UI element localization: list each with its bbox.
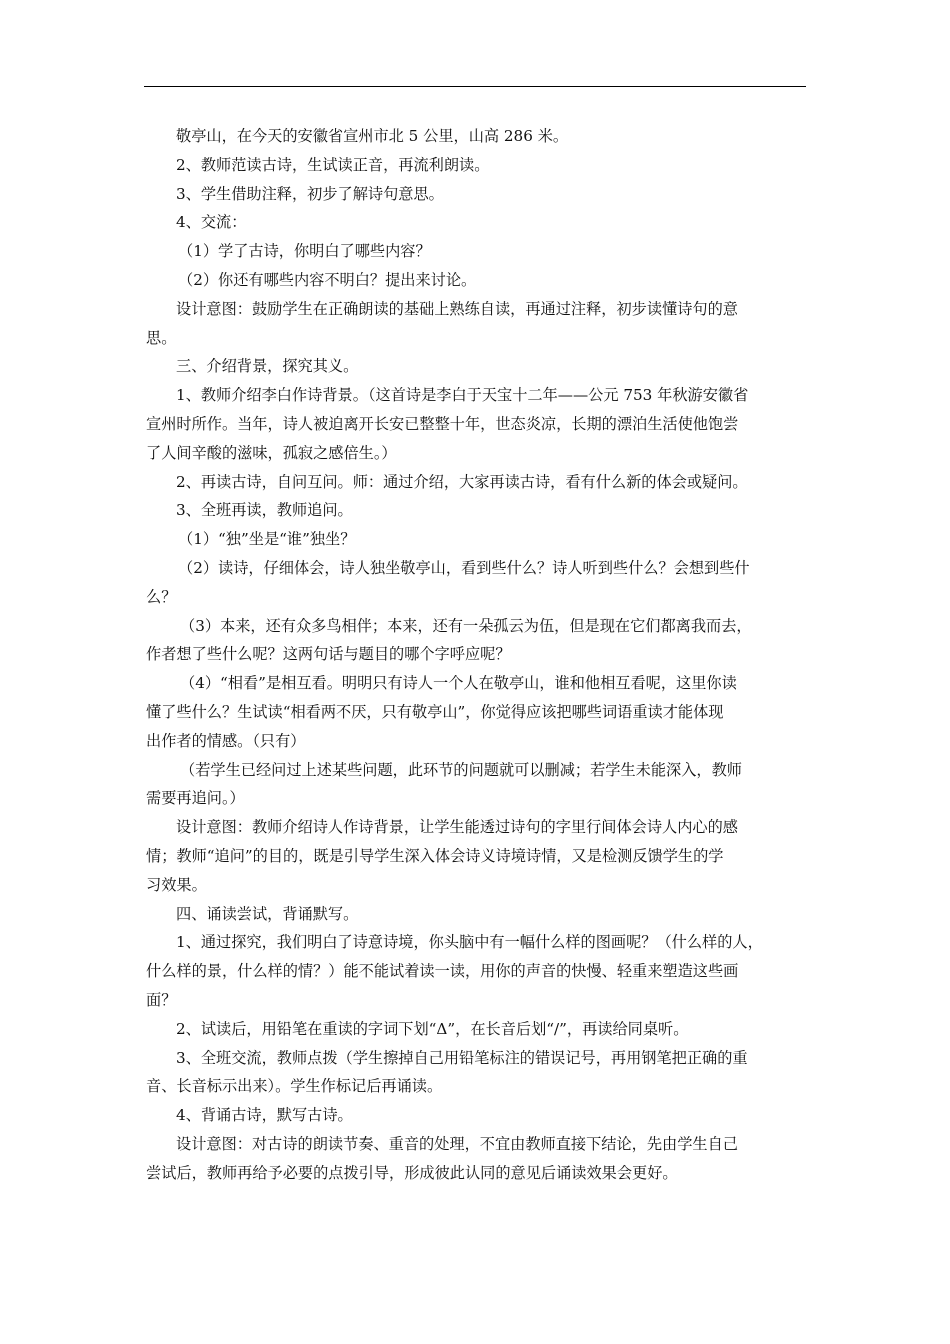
paragraph-recite-2: 2、试读后，用铅笔在重读的字词下划“Δ”，在长音后划“/”，再读给同桌听。: [176, 1019, 689, 1038]
paragraph-follow-up-3: （3）本来，还有众多鸟相伴；本来，还有一朵孤云为伍，但是现在它们都离我而去， 作者想了些什么呢？这两句话与题目的哪个字呼应呢？: [146, 616, 752, 664]
paragraph-follow-up-4: （4）“相看”是相互看。明明只有诗人一个人在敬亭山，谁和他相互看呢，这里你读 懂了些什么？生试读“相看两不厌，只有敬亭山”，你觉得应该把哪些词语重读才能体现 出作者的情感。（只有）: [146, 674, 737, 750]
paragraph-recite-1: 1、通过探究，我们明白了诗意诗境，你头脑中有一幅什么样的图画呢？（什么样的人， 什么样的景，什么样的情？）能不能试着读一读，用你的声音的快慢、轻重来塑造这些画 面？: [146, 933, 763, 1009]
paragraph-design-intent-2: 设计意图：教师介绍诗人作诗背景，让学生能透过诗句的字里行间体会诗人内心的感 情；教师“追问”的目的，既是引导学生深入体会诗义诗境诗情，又是检测反馈学生的学 习效果。: [146, 818, 738, 894]
paragraph-step-4: 4、交流：: [176, 213, 247, 232]
paragraph-step-3: 3、学生借助注释，初步了解诗句意思。: [176, 184, 444, 203]
paragraph-note: （若学生已经问过上述某些问题，此环节的问题就可以删减；若学生未能深入，教师 需要再追问。）: [146, 760, 742, 808]
paragraph-recite-3: 3、全班交流，教师点拨（学生擦掉自己用铅笔标注的错误记号，再用钢笔把正确的重 音、长音标示出来）。学生作标记后再诵读。: [146, 1048, 748, 1096]
paragraph-question-2: （2）你还有哪些内容不明白？提出来讨论。: [178, 270, 477, 289]
header-rule: [144, 86, 806, 87]
section-heading-4: 四、诵读尝试，背诵默写。: [176, 904, 359, 923]
paragraph-design-intent-3: 设计意图：对古诗的朗读节奏、重音的处理，不宜由教师直接下结论，先由学生自己 尝试后，教师再给予必要的点拨引导，形成彼此认同的意见后诵读效果会更好。: [146, 1134, 738, 1182]
section-heading-3: 三、介绍背景，探究其义。: [176, 357, 359, 376]
paragraph-background: 1、教师介绍李白作诗背景。（这首诗是李白于天宝十二年——公元 753 年秋游安徽省 宣州时所作。当年，诗人被迫离开长安已整整十年，世态炎凉，长期的漂泊生活使他饱尝 了人间辛酸的滋味，孤寂之感倍生。）: [146, 386, 749, 462]
paragraph-follow-up-2: （2）读诗，仔细体会，诗人独坐敬亭山，看到些什么？诗人听到些什么？会想到些什 么？: [146, 558, 750, 606]
paragraph-step-2: 2、教师范读古诗，生试读正音，再流利朗读。: [176, 155, 490, 174]
paragraph-intro-jingting: 敬亭山，在今天的安徽省宣州市北 5 公里，山高 286 米。: [176, 127, 569, 145]
paragraph-reread: 2、再读古诗，自问互问。师：通过介绍，大家再读古诗，看有什么新的体会或疑问。: [176, 472, 748, 491]
paragraph-follow-up-1: （1）“独”坐是“谁”独坐？: [178, 530, 356, 549]
paragraph-recite-4: 4、背诵古诗，默写古诗。: [176, 1106, 353, 1125]
paragraph-question-1: （1）学了古诗，你明白了哪些内容？: [178, 242, 431, 261]
paragraph-design-intent-1: 设计意图：鼓励学生在正确朗读的基础上熟练自读，再通过注释，初步读懂诗句的意 思。: [146, 299, 738, 347]
paragraph-class-reread: 3、全班再读，教师追问。: [176, 501, 353, 520]
document-body: [146, 122, 808, 1187]
